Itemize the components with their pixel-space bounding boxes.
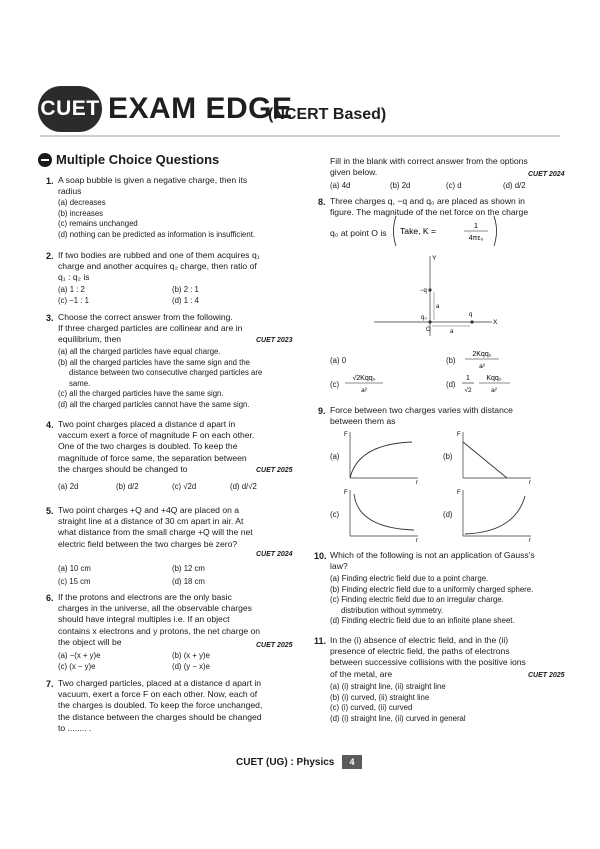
q9-graph-d (455, 486, 535, 542)
q11-option: (a) (i) straight line, (ii) straight line (330, 682, 446, 691)
q4-exam-tag: CUET 2025 (256, 467, 293, 474)
q7-line: Two charged particles, placed at a distance d apart in (58, 678, 262, 688)
q10-text (330, 550, 535, 572)
q5-number: 5. (46, 506, 54, 516)
q11-option: (c) (i) curved, (ii) curved (330, 703, 413, 713)
q7-cont-line: Fill in the blank with correct answer from the options (330, 156, 528, 166)
q10-line: law? (330, 561, 348, 572)
q9-graph-c (342, 486, 422, 542)
q8-charge-figure (370, 250, 500, 340)
q8-take-label: Take, K = (400, 226, 437, 236)
q10-option: (d) Finding electric field due to an infinite plane sheet. (330, 616, 515, 626)
q6-line: If the protons and electrons are the only basic (58, 592, 232, 602)
q8-x-label: X (493, 319, 498, 326)
q2-line: charge and another acquires q₂ charge, then ratio of (58, 261, 257, 272)
q11-line: between successive collisions with the positive ions (330, 657, 526, 668)
q7-option: (a) 4d (330, 181, 351, 190)
q11-line: In the (i) absence of electric field, and in the (ii) (330, 635, 509, 645)
q5-line: straight line at a distance of 30 cm apart in air. At (58, 516, 244, 527)
page-number: 4 (342, 755, 362, 769)
q8-charge-minus-q (428, 288, 431, 291)
q6-option: (c) (x − y)e (58, 662, 96, 671)
q2-option: (a) 1 : 2 (58, 285, 85, 294)
q9-d-curve (465, 496, 525, 534)
q7-line: the distance between the charges should be changed (58, 711, 262, 722)
q1-option: (b) increases (58, 208, 104, 218)
q7-line: vacuum, exert a force F on each other. Now, each of (58, 689, 258, 700)
q8-y-label: Y (432, 255, 437, 262)
q5-option: (d) 18 cm (172, 577, 205, 586)
section-title: Multiple Choice Questions (56, 152, 220, 167)
q3-option: distance between two consecutive charged particles are (69, 368, 263, 378)
q8-charge-q0 (428, 320, 431, 323)
q10-option: distribution without symmetry. (341, 605, 444, 615)
q1-option: (d) nothing can be predicted as information is insufficient. (58, 229, 256, 239)
q8-option-d: (d) (446, 380, 456, 389)
q9-graph-b (455, 428, 535, 484)
q11-option: (d) (i) straight line, (ii) curved in general (330, 713, 466, 723)
q8-option-c-numerator: √2Kqq₀ (352, 375, 376, 382)
q9-option-c: (c) (330, 510, 340, 519)
q8-option-c-fraction (342, 371, 386, 397)
header-divider (40, 135, 560, 137)
q4-option: (b) d/2 (116, 482, 139, 491)
q9-b-axis-r: r (529, 480, 531, 484)
q9-c-axis-f: F (344, 490, 348, 496)
q1-option: (c) remains unchanged (58, 219, 138, 229)
q10-option: (c) Finding electric field due to an irregular charge. (330, 595, 504, 605)
q6-text (58, 592, 260, 648)
q4-line: Two point charges placed a distance d apart in (58, 419, 236, 429)
q7-text (58, 678, 262, 734)
q5-option: (a) 10 cm (58, 564, 91, 573)
q5-line: what distance from the small charge +Q will the net (58, 527, 253, 538)
q9-a-axis-f: F (344, 432, 348, 438)
q9-c-curve (354, 494, 414, 530)
q8-line: q₀ at point O is (330, 228, 387, 238)
q3-exam-tag: CUET 2023 (256, 337, 293, 344)
q5-line: Two point charges +Q and +4Q are placed on a (58, 505, 240, 515)
q8-q0-label: q₀ (421, 315, 427, 321)
q9-option-d: (d) (443, 510, 453, 519)
q3-number: 3. (46, 313, 54, 323)
q4-line: vaccum exert a force of magnitude F on each other. (58, 430, 255, 441)
q7-option: (d) d/2 (503, 181, 526, 190)
q8-option-b-numerator: 2Kqq₀ (472, 351, 492, 358)
cuet-badge: CUET (38, 86, 102, 132)
q9-line: Force between two charges varies with distance (330, 405, 513, 415)
q4-option: (a) 2d (58, 482, 79, 491)
q9-b-axis-f: F (457, 432, 461, 438)
q1-line: A soap bubble is given a negative charge, then its (58, 175, 248, 185)
q5-line: electric field between the two charges be zero? (58, 538, 238, 549)
q9-option-a: (a) (330, 452, 340, 461)
q10-option: (b) Finding electric field due to a uniformly charged sphere. (330, 584, 534, 594)
q5-option: (c) 15 cm (58, 577, 91, 586)
q2-option: (d) 1 : 4 (172, 296, 199, 305)
q4-line: One of the two charges is doubled. To keep the (58, 441, 238, 452)
page-title: EXAM EDGE (108, 92, 293, 125)
q7-line: to ........ . (58, 722, 92, 733)
q10-options (330, 574, 533, 627)
q2-text (58, 250, 260, 284)
q8-q-label: q (469, 312, 473, 318)
q2-number: 2. (46, 251, 54, 261)
q3-option: same. (69, 378, 91, 388)
q9-graph-a (342, 428, 422, 484)
q8-line: figure. The magnitude of the net force on the charge (330, 207, 529, 218)
q8-distance-label-horizontal: a (450, 329, 454, 335)
q8-option-c: (c) (330, 380, 340, 389)
q11-text (330, 635, 526, 680)
q1-text (58, 175, 247, 197)
q9-c-axis-r: r (416, 538, 418, 542)
q1-line: radius (58, 186, 82, 197)
q7-line: the charges is doubled. To keep the force unchanged, (58, 700, 263, 711)
q8-origin-label: O (426, 327, 431, 333)
page-subtitle: (NCERT Based) (268, 106, 387, 123)
q9-option-b: (b) (443, 452, 453, 461)
q8-number: 8. (318, 197, 326, 207)
q7-cont-line: given below. (330, 167, 378, 178)
q6-line: should have integral multiples i.e. If an object (58, 614, 230, 625)
q4-option: (c) √2d (172, 482, 197, 491)
q8-option-b: (b) (446, 356, 456, 365)
q8-line: Three charges q, −q and q₀ are placed as shown in (330, 196, 525, 206)
q9-a-curve (350, 442, 412, 478)
q2-option: (c) −1 : 1 (58, 296, 89, 305)
q11-exam-tag: CUET 2025 (528, 672, 565, 679)
q10-line: Which of the following is not an application of Gauss's (330, 550, 535, 560)
q4-option: (d) d/√2 (230, 482, 257, 491)
q10-number: 10. (314, 551, 327, 561)
q5-option: (b) 12 cm (172, 564, 205, 573)
q3-option: (b) all the charged particles have the same sign and the (58, 357, 251, 367)
q1-options (58, 198, 255, 240)
q8-minus-q-label: −q (420, 288, 427, 294)
q6-option: (b) (x + y)e (172, 651, 210, 660)
q1-option: (a) decreases (58, 198, 106, 207)
q8-option-d-numerator: Kqq₀ (486, 375, 502, 382)
q3-line: Choose the correct answer from the following. (58, 312, 233, 322)
q8-charge-q (470, 320, 473, 323)
q3-option: (a) all the charged particles have equal charge. (58, 347, 221, 356)
q8-take-denominator: 4πε₀ (468, 235, 484, 242)
q9-text (330, 405, 513, 427)
q3-text (58, 312, 242, 346)
q8-constant-bracket (390, 214, 500, 248)
q5-exam-tag: CUET 2024 (256, 551, 293, 558)
q6-line: contains x electrons and y protons, the net charge on (58, 625, 261, 636)
q8-option-b-fraction (462, 347, 502, 373)
q1-number: 1. (46, 176, 54, 186)
q6-line: the object will be (58, 636, 122, 647)
q3-option: (d) all the charged particles cannot have the same sign. (58, 399, 250, 409)
q8-option-d-fraction (460, 371, 516, 397)
q8-option-d-pre-denominator: √2 (464, 387, 472, 394)
q3-options (58, 347, 262, 411)
q2-line: If two bodies are rubbed and one of them acquires q₁ (58, 250, 260, 260)
q7-option: (b) 2d (390, 181, 411, 190)
q8-option-d-pre-numerator: 1 (466, 375, 470, 382)
q10-option: (a) Finding electric field due to a point charge. (330, 574, 489, 583)
footer-subject: CUET (UG) : Physics (236, 757, 335, 768)
q6-number: 6. (46, 593, 54, 603)
section-bullet-icon (38, 153, 52, 167)
q6-option: (a) −(x + y)e (58, 651, 101, 660)
q6-exam-tag: CUET 2025 (256, 642, 293, 649)
q7-number: 7. (46, 679, 54, 689)
q3-line: equilibrium, then (58, 334, 122, 345)
q7-option: (c) d (446, 181, 462, 190)
q11-option: (b) (i) curved, (ii) straight line (330, 692, 430, 702)
q8-option-d-denominator: a² (491, 387, 497, 394)
q9-b-curve (463, 442, 507, 478)
q4-line: the charges should be changed to (58, 463, 188, 474)
q11-number: 11. (314, 636, 327, 646)
q5-text (58, 505, 253, 550)
q9-line: between them as (330, 416, 396, 427)
q9-number: 9. (318, 406, 326, 416)
q3-option: (c) all the charged particles have the same sign. (58, 389, 224, 399)
q6-option: (d) (y − x)e (172, 662, 210, 671)
q8-option-c-denominator: a² (361, 387, 367, 394)
q9-a-axis-r: r (416, 480, 418, 484)
q8-distance-label-vertical: a (436, 304, 440, 310)
q8-option-b-denominator: a² (479, 363, 485, 370)
q7-continued-text (330, 156, 528, 178)
q11-options (330, 682, 466, 724)
q4-line: magnitude of force same, the separation between (58, 452, 247, 463)
q8-take-numerator: 1 (473, 221, 479, 230)
q7-exam-tag: CUET 2024 (528, 171, 565, 178)
q3-line: If three charged particles are collinear and are in (58, 323, 243, 334)
q11-line: of the metal, are (330, 668, 393, 679)
q9-d-axis-r: r (529, 538, 531, 542)
q6-line: charges in the universe, all the observable charges (58, 603, 252, 614)
q2-option: (b) 2 : 1 (172, 285, 199, 294)
q11-line: presence of electric field, the paths of electrons (330, 646, 510, 657)
q8-option-a: (a) 0 (330, 356, 347, 365)
q9-d-axis-f: F (457, 490, 461, 496)
q2-line: q₁ : q₂ is (58, 272, 90, 283)
q4-text (58, 419, 254, 475)
q4-number: 4. (46, 420, 54, 430)
